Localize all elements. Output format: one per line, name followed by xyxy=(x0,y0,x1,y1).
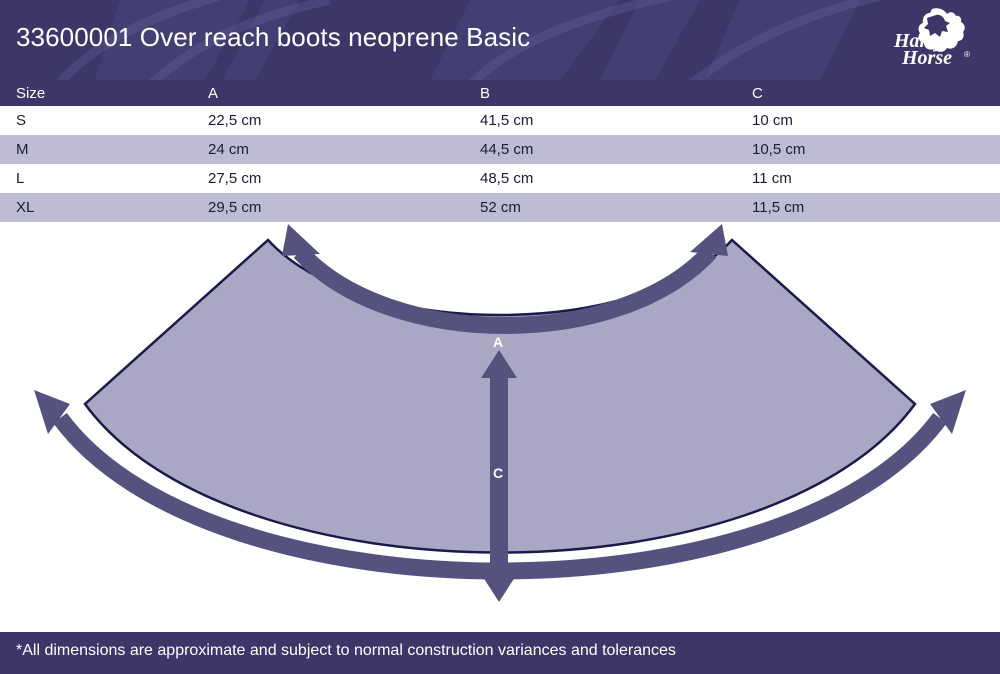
logo-text-line2: Horse xyxy=(902,47,952,69)
cell-b: 52 cm xyxy=(480,199,521,216)
cell-b: 44,5 cm xyxy=(480,141,534,158)
dimension-label-a: A xyxy=(492,334,504,350)
column-header-a: A xyxy=(208,84,219,102)
column-header-size: Size xyxy=(16,84,46,102)
over-reach-boot-shape xyxy=(0,222,1000,632)
table-header-row xyxy=(0,80,1000,106)
column-header-c: C xyxy=(752,84,763,102)
disclaimer-text: *All dimensions are approximate and subject to normal construction variances and tolerances xyxy=(16,642,676,659)
table-row xyxy=(0,106,1000,135)
page-header xyxy=(0,0,1000,80)
table-row xyxy=(0,193,1000,222)
table-row xyxy=(0,135,1000,164)
page-title: 33600001 Over reach boots neoprene Basic xyxy=(16,22,531,52)
cell-a: 27,5 cm xyxy=(208,170,262,187)
cell-c: 11 cm xyxy=(752,170,792,187)
page-footer xyxy=(0,632,1000,674)
size-table xyxy=(0,80,1000,222)
cell-c: 10 cm xyxy=(752,112,793,129)
cell-b: 41,5 cm xyxy=(480,112,534,129)
cell-a: 24 cm xyxy=(208,141,249,158)
brand-logo xyxy=(866,6,986,72)
cell-size: S xyxy=(16,112,27,129)
column-header-b: B xyxy=(480,84,491,102)
logo-text-line1: Harry's xyxy=(894,30,958,52)
cell-a: 22,5 cm xyxy=(208,112,262,129)
cell-size: M xyxy=(16,141,29,158)
product-diagram xyxy=(0,222,1000,632)
dimension-label-c: C xyxy=(492,465,504,481)
dimension-label-b: B xyxy=(492,608,504,624)
cell-size: L xyxy=(16,170,25,187)
cell-a: 29,5 cm xyxy=(208,199,262,216)
cell-b: 48,5 cm xyxy=(480,170,534,187)
cell-size: XL xyxy=(16,199,35,216)
table-row xyxy=(0,164,1000,193)
cell-c: 10,5 cm xyxy=(752,141,806,158)
logo-registered-mark: ® xyxy=(964,50,970,59)
cell-c: 11,5 cm xyxy=(752,199,805,216)
